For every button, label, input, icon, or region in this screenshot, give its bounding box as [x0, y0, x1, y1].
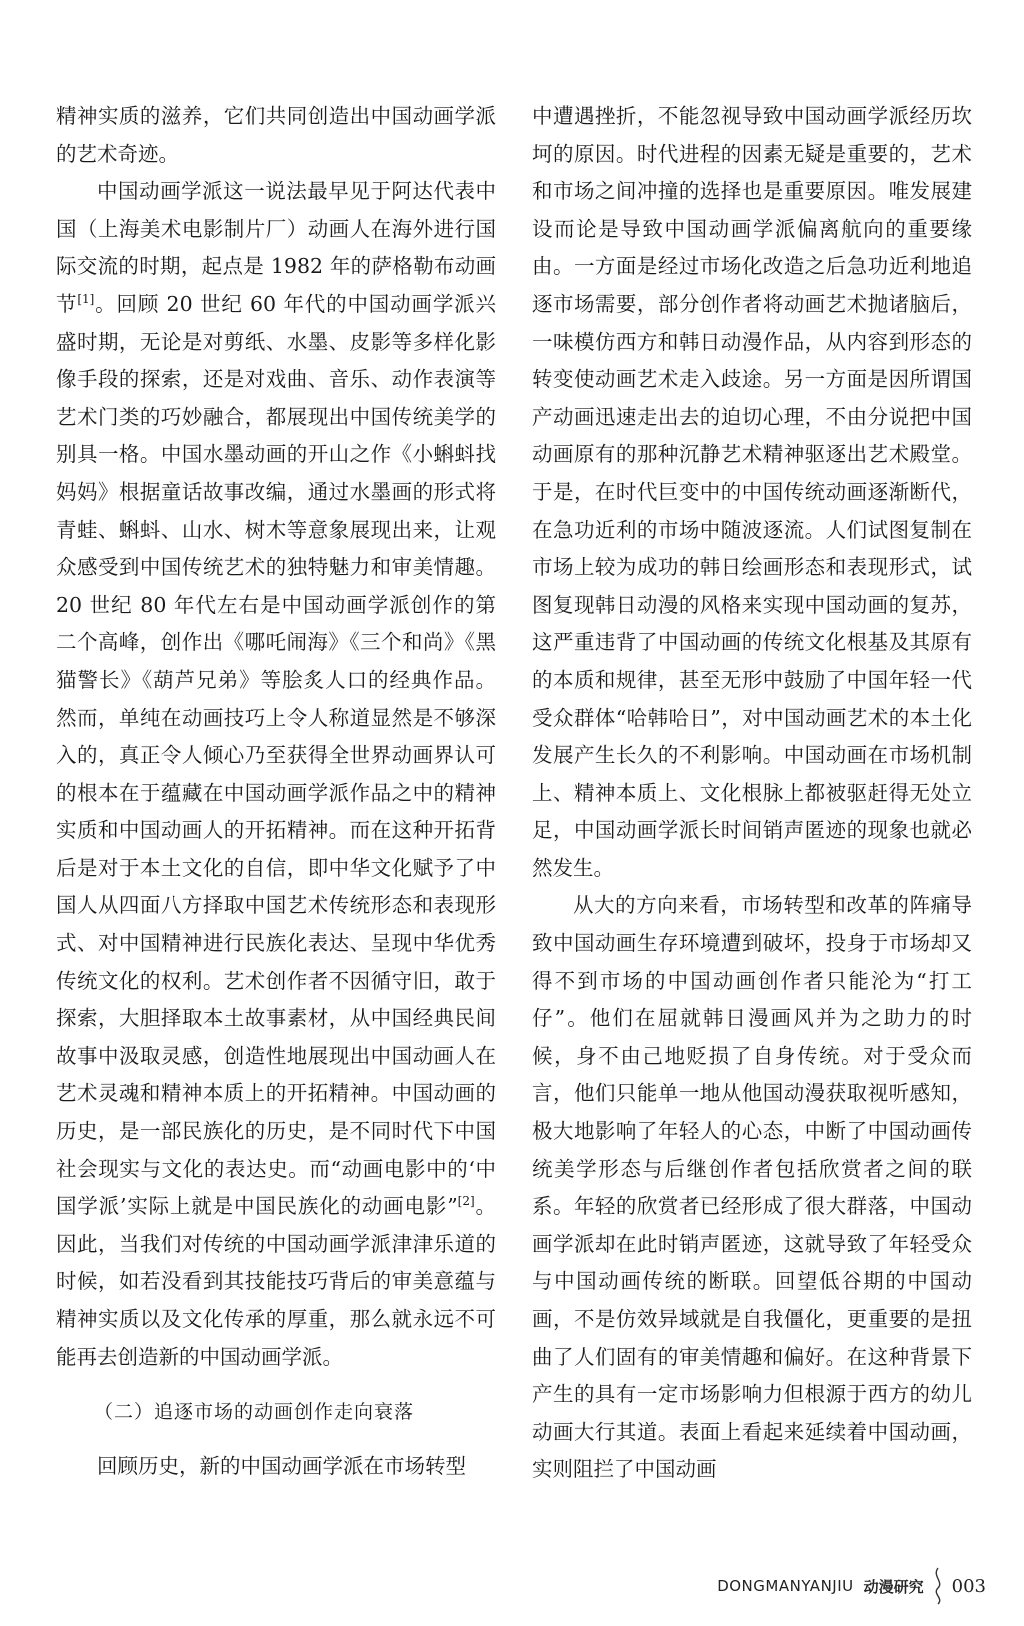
paragraph: 回顾历史，新的中国动画学派在市场转型 [97, 1453, 466, 1478]
journal-name-en: DONGMANYANJIU [717, 1577, 854, 1595]
paragraph-text: 。回顾 20 世纪 60 年代的中国动画学派兴盛时期，无论是对剪纸、水墨、皮影等多样化影像手段的探索，还是对戏曲、音乐、动作表演等艺术门类的巧妙融合，都展现出中国传统美学的别具一格。中国水墨动画的开山之作《小蝌蚪找妈妈》根据童话故事改编，通过水墨画的形式将青蛙、蝌蚪、山水、树木等意象展现出来，让观众感受到中国传统艺术的独特魅力和审美情趣。20 世纪 80 年代左右是中国动画学派创作的第二个高峰，创作出《哪吒闹海》《三个和尚》《黑猫警长》《葫芦兄弟》等脍炙人口的经典作品。然而，单纯在动画技巧上令人称道显然是不够深入的，真正令人倾心乃至获得全世界动画界认可的根本在于蕴藏在中国动画学派作品之中的精神实质和中国动画人的开拓精神。而在这种开拓背后是对于本土文化的自信，即中华文化赋予了中国人从四面八方择取中国艺术传统形态和表现形式、对中国精神进行民族化表达、呈现中华优秀传统文化的权利。艺术创作者不因循守旧，敢于探索，大胆择取本土故事素材，从中国经典民间故事中汲取灵感，创造性地展现出中国动画人在艺术灵魂和精神本质上的开拓精神。中国动画的历史，是一部民族化的历史，是不同时代下中国社会现实与文化的表达史。而“动画电影中的‘中国学派’实际上就是中国民族化的动画电影” [56, 291, 496, 1219]
section-heading: （二）追逐市场的动画创作走向衰落 [94, 1401, 415, 1424]
page-number: 003 [951, 1575, 986, 1597]
paragraph-text: 。因此，当我们对传统的中国动画学派津津乐道的时候，如若没看到其技能技巧背后的审美意蕴与精神实质以及文化传承的厚重，那么就永远不可能再去创造新的中国动画学派。 [56, 1194, 496, 1369]
left-column [56, 98, 496, 1485]
paragraph: 中遭遇挫折，不能忽视导致中国动画学派经历坎坷的原因。时代进程的因素无疑是重要的，艺术和市场之间冲撞的选择也是重要原因。唯发展建设而论是导致中国动画学派偏离航向的重要缘由。一方面是经过市场化改造之后急功近利地追逐市场需要，部分创作者将动画艺术抛诸脑后，一味模仿西方和韩日动漫作品，从内容到形态的转变使动画艺术走入歧途。另一方面是因所谓国产动画迅速走出去的迫切心理，不由分说把中国动画原有的那种沉静艺术精神驱逐出艺术殿堂。于是，在时代巨变中的中国传统动画逐渐断代，在急功近利的市场中随波逐流。人们试图复制在市场上较为成功的韩日绘画形态和表现形式，试图复现韩日动漫的风格来实现中国动画的复苏，这严重违背了中国动画的传统文化根基及其原有的本质和规律，甚至无形中鼓励了中国年轻一代受众群体“哈韩哈日”，对中国动画艺术的本土化发展产生长久的不利影响。中国动画在市场机制上、精神本质上、文化根脉上都被驱赶得无处立足，中国动画学派长时间销声匿迹的现象也就必然发生。 [532, 104, 972, 880]
ornament-icon [930, 1566, 946, 1606]
journal-name-cn: 动漫研究 [863, 1577, 924, 1596]
paragraph [56, 173, 496, 1376]
paragraph-text: 中国动画学派这一说法最早见于阿达代表中国（上海美术电影制片厂）动画人在海外进行国际交流的时期，起点是 1982 年的萨格勒布动画节 [56, 179, 496, 316]
page-footer [717, 1566, 986, 1606]
paragraph: 精神实质的滋养，它们共同创造出中国动画学派的艺术奇迹。 [56, 104, 496, 166]
citation-ref[interactable]: [2] [457, 1194, 475, 1209]
right-column [532, 98, 972, 1489]
citation-ref[interactable]: [1] [77, 291, 95, 306]
paragraph: 从大的方向来看，市场转型和改革的阵痛导致中国动画生存环境遭到破坏，投身于市场却又得不到市场的中国动画创作者只能沦为“打工仔”。他们在屈就韩日漫画风并为之助力的时候，身不由己地贬损了自身传统。对于受众而言，他们只能单一地从他国动漫获取视听感知，极大地影响了年轻人的心态，中断了中国动画传统美学形态与后继创作者包括欣赏者之间的联系。年轻的欣赏者已经形成了很大群落，中国动画学派却在此时销声匿迹，这就导致了年轻受众与中国动画传统的断联。回望低谷期的中国动画，不是仿效异域就是自我僵化，更重要的是扭曲了人们固有的审美情趣和偏好。在这种背景下产生的具有一定市场影响力但根源于西方的幼儿动画大行其道。表面上看起来延续着中国动画，实则阻拦了中国动画 [532, 893, 972, 1482]
